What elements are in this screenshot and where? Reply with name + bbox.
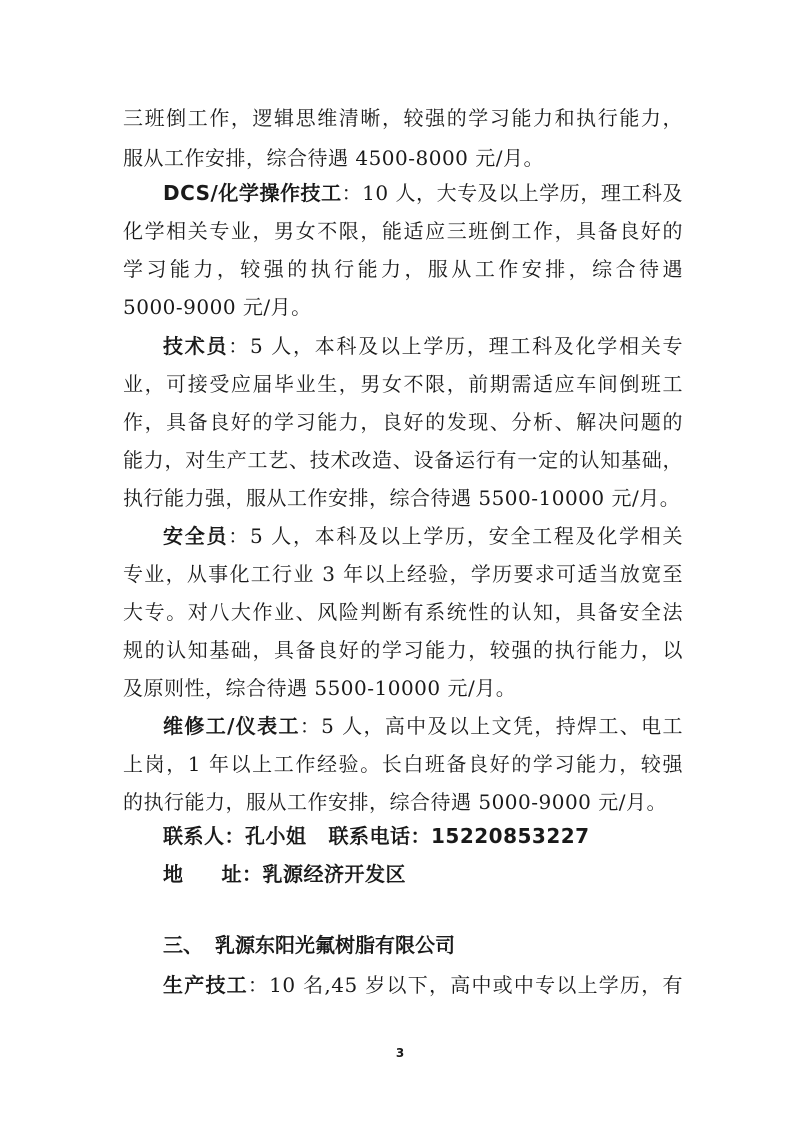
job-dcs-text: ：10 人，大专及以上学历，理工科及 <box>341 181 683 205</box>
job-title-tech: 技术员 <box>163 334 229 358</box>
contact-line <box>163 821 590 851</box>
paragraph-line: 及原则性，综合待遇 5500-10000 元/月。 <box>123 676 517 700</box>
section-heading <box>163 930 455 960</box>
address-value: 乳源经济开发区 <box>262 862 406 886</box>
job-title-production: 生产技工 <box>163 973 248 997</box>
job-production-text: ：10 名,45 岁以下，高中或中专以上学历，有 <box>247 973 683 997</box>
job-tech-first-line <box>163 331 683 361</box>
job-repair-first-line <box>163 711 683 741</box>
job-safety-text: ：5 人，本科及以上学历，安全工程及化学相关 <box>228 524 684 548</box>
paragraph-line: 大专。对八大作业、风险判断有系统性的认知，具备安全法 <box>123 600 683 624</box>
paragraph-line: 学习能力，较强的执行能力，服从工作安排，综合待遇 <box>123 257 683 281</box>
contact-person-label: 联系人： <box>163 824 245 848</box>
paragraph-line: 规的认知基础，具备良好的学习能力，较强的执行能力，以 <box>123 638 683 662</box>
paragraph-line: 专业，从事化工行业 3 年以上经验，学历要求可适当放宽至 <box>123 562 683 586</box>
job-production-first-line <box>163 970 683 1000</box>
contact-person: 孔小姐 <box>245 824 307 848</box>
address-line <box>163 859 406 889</box>
company-name: 乳源东阳光氟树脂有限公司 <box>215 933 455 957</box>
paragraph-line: 的执行能力，服从工作安排，综合待遇 5000-9000 元/月。 <box>123 790 668 814</box>
paragraph-line: 作，具备良好的学习能力，良好的发现、分析、解决问题的 <box>123 410 683 434</box>
section-number: 三、 <box>163 933 203 957</box>
paragraph-line: 执行能力强，服从工作安排，综合待遇 5500-10000 元/月。 <box>123 486 681 510</box>
paragraph-line: 业，可接受应届毕业生，男女不限，前期需适应车间倒班工 <box>123 372 683 396</box>
paragraph-line: 服从工作安排，综合待遇 4500-8000 元/月。 <box>123 146 545 170</box>
paragraph-line: 上岗，1 年以上工作经验。长白班备良好的学习能力，较强 <box>123 752 683 776</box>
paragraph-line: 化学相关专业，男女不限，能适应三班倒工作，具备良好的 <box>123 219 683 243</box>
job-repair-text: ：5 人，高中及以上文凭，持焊工、电工 <box>299 714 683 738</box>
job-title-dcs: DCS/化学操作技工 <box>163 181 342 205</box>
paragraph-line: 能力，对生产工艺、技术改造、设备运行有一定的认知基础， <box>123 448 683 472</box>
job-tech-text: ：5 人，本科及以上学历，理工科及化学相关专 <box>228 334 684 358</box>
job-title-safety: 安全员 <box>163 524 229 548</box>
address-label-2: 址： <box>221 862 263 886</box>
address-label-1: 地 <box>163 862 184 886</box>
job-title-repair: 维修工/仪表工 <box>163 714 300 738</box>
paragraph-line: 5000-9000 元/月。 <box>123 295 312 319</box>
contact-phone: 15220853227 <box>431 824 590 848</box>
page-number: 3 <box>395 1046 405 1060</box>
job-safety-first-line <box>163 521 683 551</box>
paragraph-line: 三班倒工作，逻辑思维清晰，较强的学习能力和执行能力， <box>123 106 683 130</box>
contact-phone-label: 联系电话： <box>328 824 431 848</box>
job-dcs-first-line <box>163 178 683 208</box>
